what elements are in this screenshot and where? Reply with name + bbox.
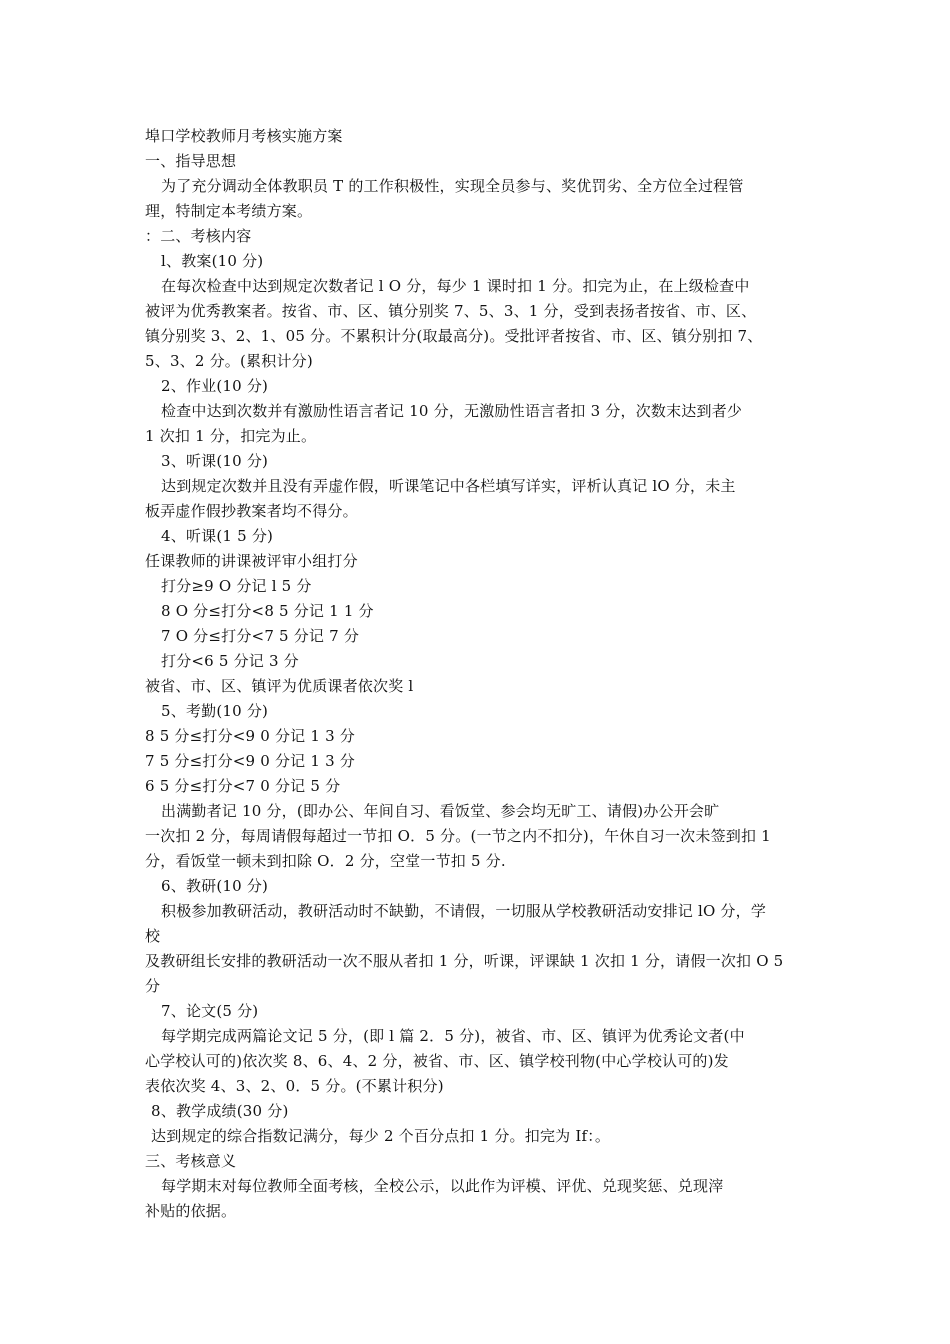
paragraph-line: 检查中达到次数并有激励性语言者记 10 分，无激励性语言者扣 3 分，次数末达到者少: [161, 402, 743, 420]
subsection-heading: 5、考勤(10 分): [161, 702, 269, 720]
paragraph-line: 达到规定次数并且没有弄虚作假，听课笔记中各栏填写详实，评析认真记 lO 分，未主: [161, 477, 736, 495]
paragraph-line: 积极参加教研活动，教研活动时不缺勤，不请假，一切服从学校教研活动安排记 lO 分，学: [161, 902, 767, 920]
paragraph-line: 每学期完成两篇论文记 5 分，(即 l 篇 2．5 分)，被省、市、区、镇评为优秀论文者(中: [161, 1027, 745, 1045]
paragraph-line: 表依次奖 4、3、2、0．5 分。(不累计积分): [145, 1077, 444, 1095]
paragraph-line: 出满勤者记 10 分，(即办公、年间自习、看饭堂、参会均无旷工、请假)办公开会旷: [161, 802, 720, 820]
document-title: 埠口学校教师月考核实施方案: [145, 127, 343, 145]
subsection-heading: 7、论文(5 分): [161, 1002, 259, 1020]
paragraph-line: 板弄虚作假抄教案者均不得分。: [145, 502, 358, 520]
section-heading: 三、考核意义: [145, 1152, 237, 1170]
subsection-heading: l、教案(10 分): [161, 252, 264, 270]
paragraph-line: 心学校认可的)依次奖 8、6、4、2 分，被省、市、区、镇学校刊物(中心学校认可的)发: [145, 1052, 729, 1070]
subsection-heading: 8、教学成绩(30 分): [151, 1102, 289, 1120]
paragraph-line: 被省、市、区、镇评为优质课者依次奖 l: [145, 677, 414, 695]
paragraph-line: 镇分别奖 3、2、1、05 分。不累积计分(取最高分)。受批评者按省、市、区、镇分别扣 7、: [145, 327, 763, 345]
section-heading: ：二、考核内容: [145, 227, 252, 245]
score-rule: 8 5 分≤打分<9 0 分记 1 3 分: [145, 727, 355, 745]
score-rule: 8 O 分≤打分<8 5 分记 1 1 分: [161, 602, 374, 620]
paragraph-line: 及教研组长安排的教研活动一次不服从者扣 1 分，听课，评课缺 1 次扣 1 分，请假一次扣 O 5: [145, 952, 784, 970]
score-rule: 打分<6 5 分记 3 分: [161, 652, 299, 670]
subsection-heading: 2、作业(10 分): [161, 377, 269, 395]
paragraph-line: 任课教师的讲课被评审小组打分: [145, 552, 358, 570]
paragraph-line: 理，特制定本考绩方案。: [145, 202, 313, 220]
paragraph-line: 在每次检查中达到规定次数者记 l O 分，每少 1 课时扣 1 分。扣完为止，在上级检查中: [161, 277, 750, 295]
paragraph-line: 分: [145, 977, 161, 995]
subsection-heading: 3、听课(10 分): [161, 452, 269, 470]
paragraph-line: 5、3、2 分。(累积计分): [145, 352, 313, 370]
paragraph-line: 被评为优秀教案者。按省、市、区、镇分别奖 7、5、3、1 分，受到表扬者按省、市、区、: [145, 302, 757, 320]
paragraph-line: 校: [145, 927, 161, 945]
paragraph-line: 补贴的依据。: [145, 1202, 237, 1220]
paragraph-line: 每学期末对每位教师全面考核，全校公示，以此作为评模、评优、兑现奖惩、兑现滓: [161, 1177, 724, 1195]
score-rule: 7 5 分≤打分<9 0 分记 1 3 分: [145, 752, 355, 770]
paragraph-line: 1 次扣 1 分，扣完为止。: [145, 427, 317, 445]
paragraph-line: 一次扣 2 分，每周请假每超过一节扣 O．5 分。(一节之内不扣分)，午休自习一次未签到扣 1: [145, 827, 771, 845]
section-heading: 一、指导思想: [145, 152, 237, 170]
paragraph-line: 分，看饭堂一顿未到扣除 O．2 分，空堂一节扣 5 分.: [145, 852, 506, 870]
score-rule: 打分≥9 O 分记 l 5 分: [161, 577, 312, 595]
paragraph-line: 达到规定的综合指数记满分，每少 2 个百分点扣 1 分。扣完为 If：。: [151, 1127, 611, 1145]
subsection-heading: 4、听课(1 5 分): [161, 527, 274, 545]
score-rule: 7 O 分≤打分<7 5 分记 7 分: [161, 627, 360, 645]
subsection-heading: 6、教研(10 分): [161, 877, 269, 895]
paragraph-line: 为了充分调动全体教职员 T 的工作积极性，实现全员参与、奖优罚劣、全方位全过程管: [161, 177, 744, 195]
score-rule: 6 5 分≤打分<7 0 分记 5 分: [145, 777, 341, 795]
